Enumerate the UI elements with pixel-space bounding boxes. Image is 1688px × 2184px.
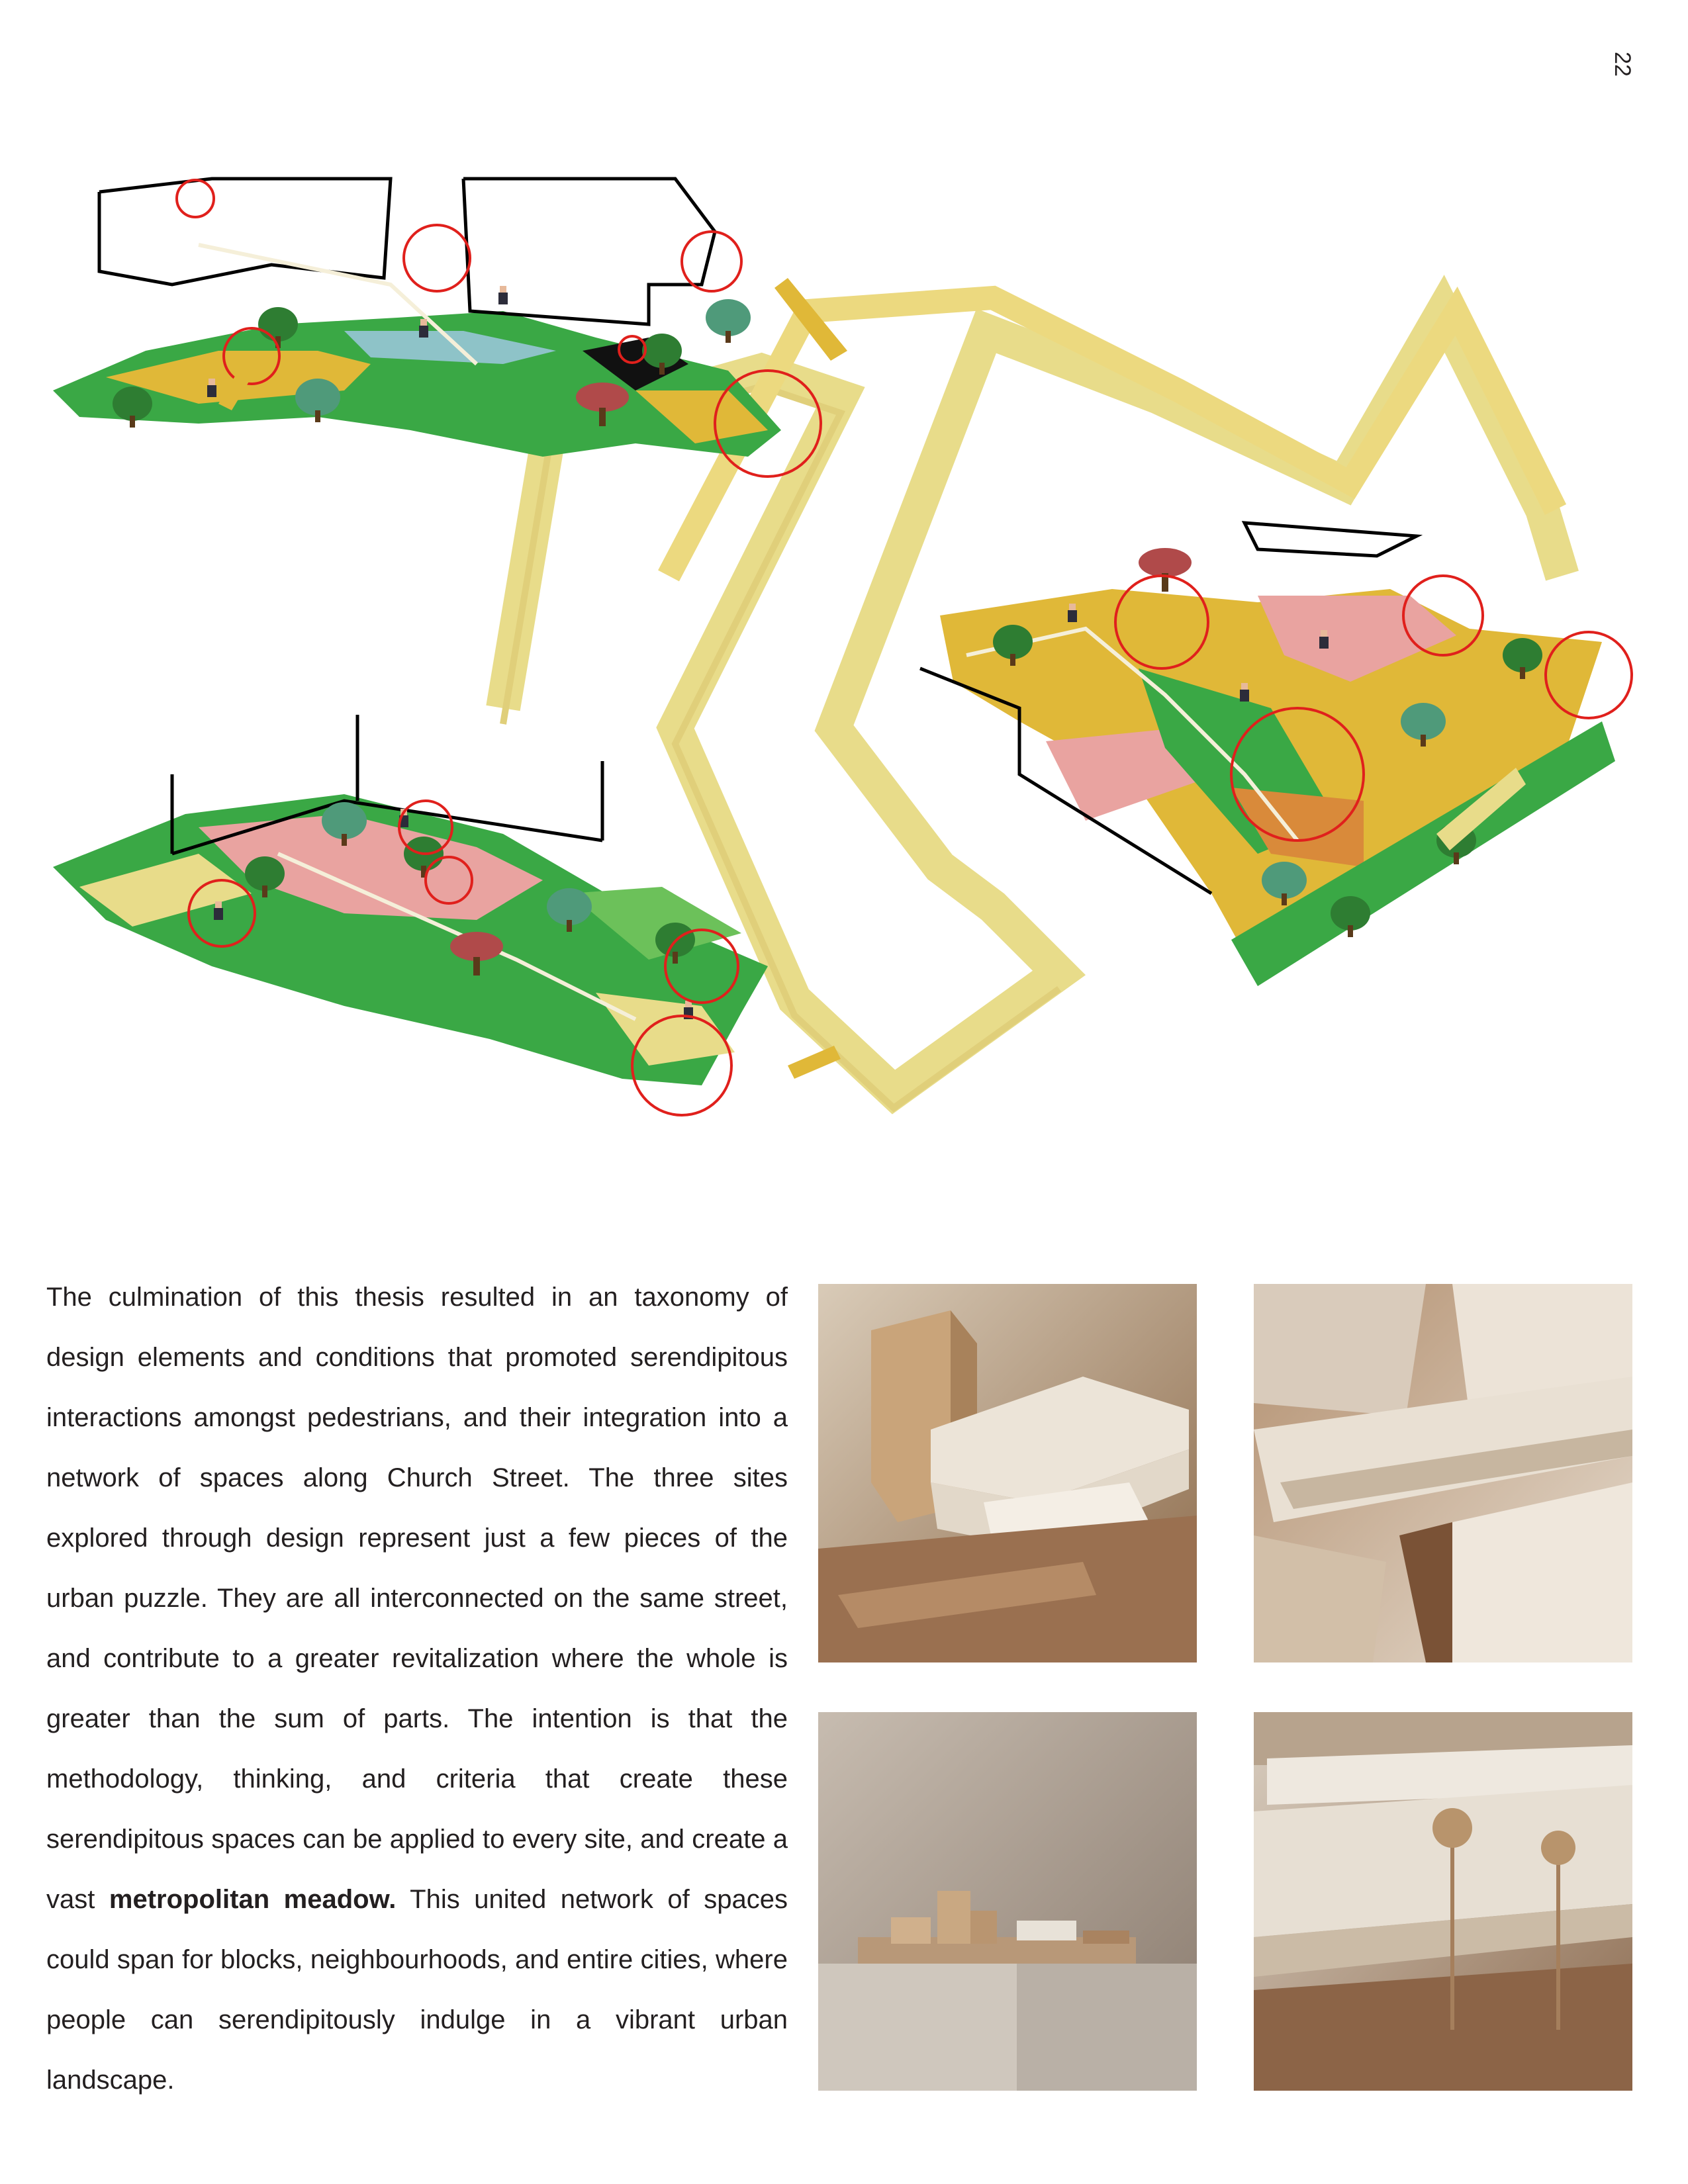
body-paragraph [46,1267,788,2111]
model-photo-4 [1254,1712,1632,2091]
body-text-part1: The culmination of this thesis resulted in an taxonomy of design elements and conditions that promoted serendipitous interactions amongst pedestrians, and their integration into a network of spaces along Church Street. The three sites explored through design represent just a few pieces of the urban puzzle. They are all interconnected on the same street, and contribute to a greater revitalization where the whole is greater than the sum of parts. The intention is that the methodology, thinking, and criteria that create these serendipitous spaces can be applied to every site, and create a vast [46,1283,788,1914]
model-photo-2 [1254,1284,1632,1662]
body-text-emphasis: metropolitan meadow. [109,1885,397,1914]
site-1-plan [53,179,821,477]
body-text-part2: This united network of spaces could span for blocks, neighbourhoods, and entire cities, where people can serendipitously indulge in a vibrant urban landscape. [46,1885,788,2095]
model-photo-3 [818,1712,1197,2091]
page-number: 22 [1610,52,1635,77]
site-network-diagram [0,113,1688,1211]
site-2-plan [53,715,768,1115]
model-photo-1 [818,1284,1197,1662]
